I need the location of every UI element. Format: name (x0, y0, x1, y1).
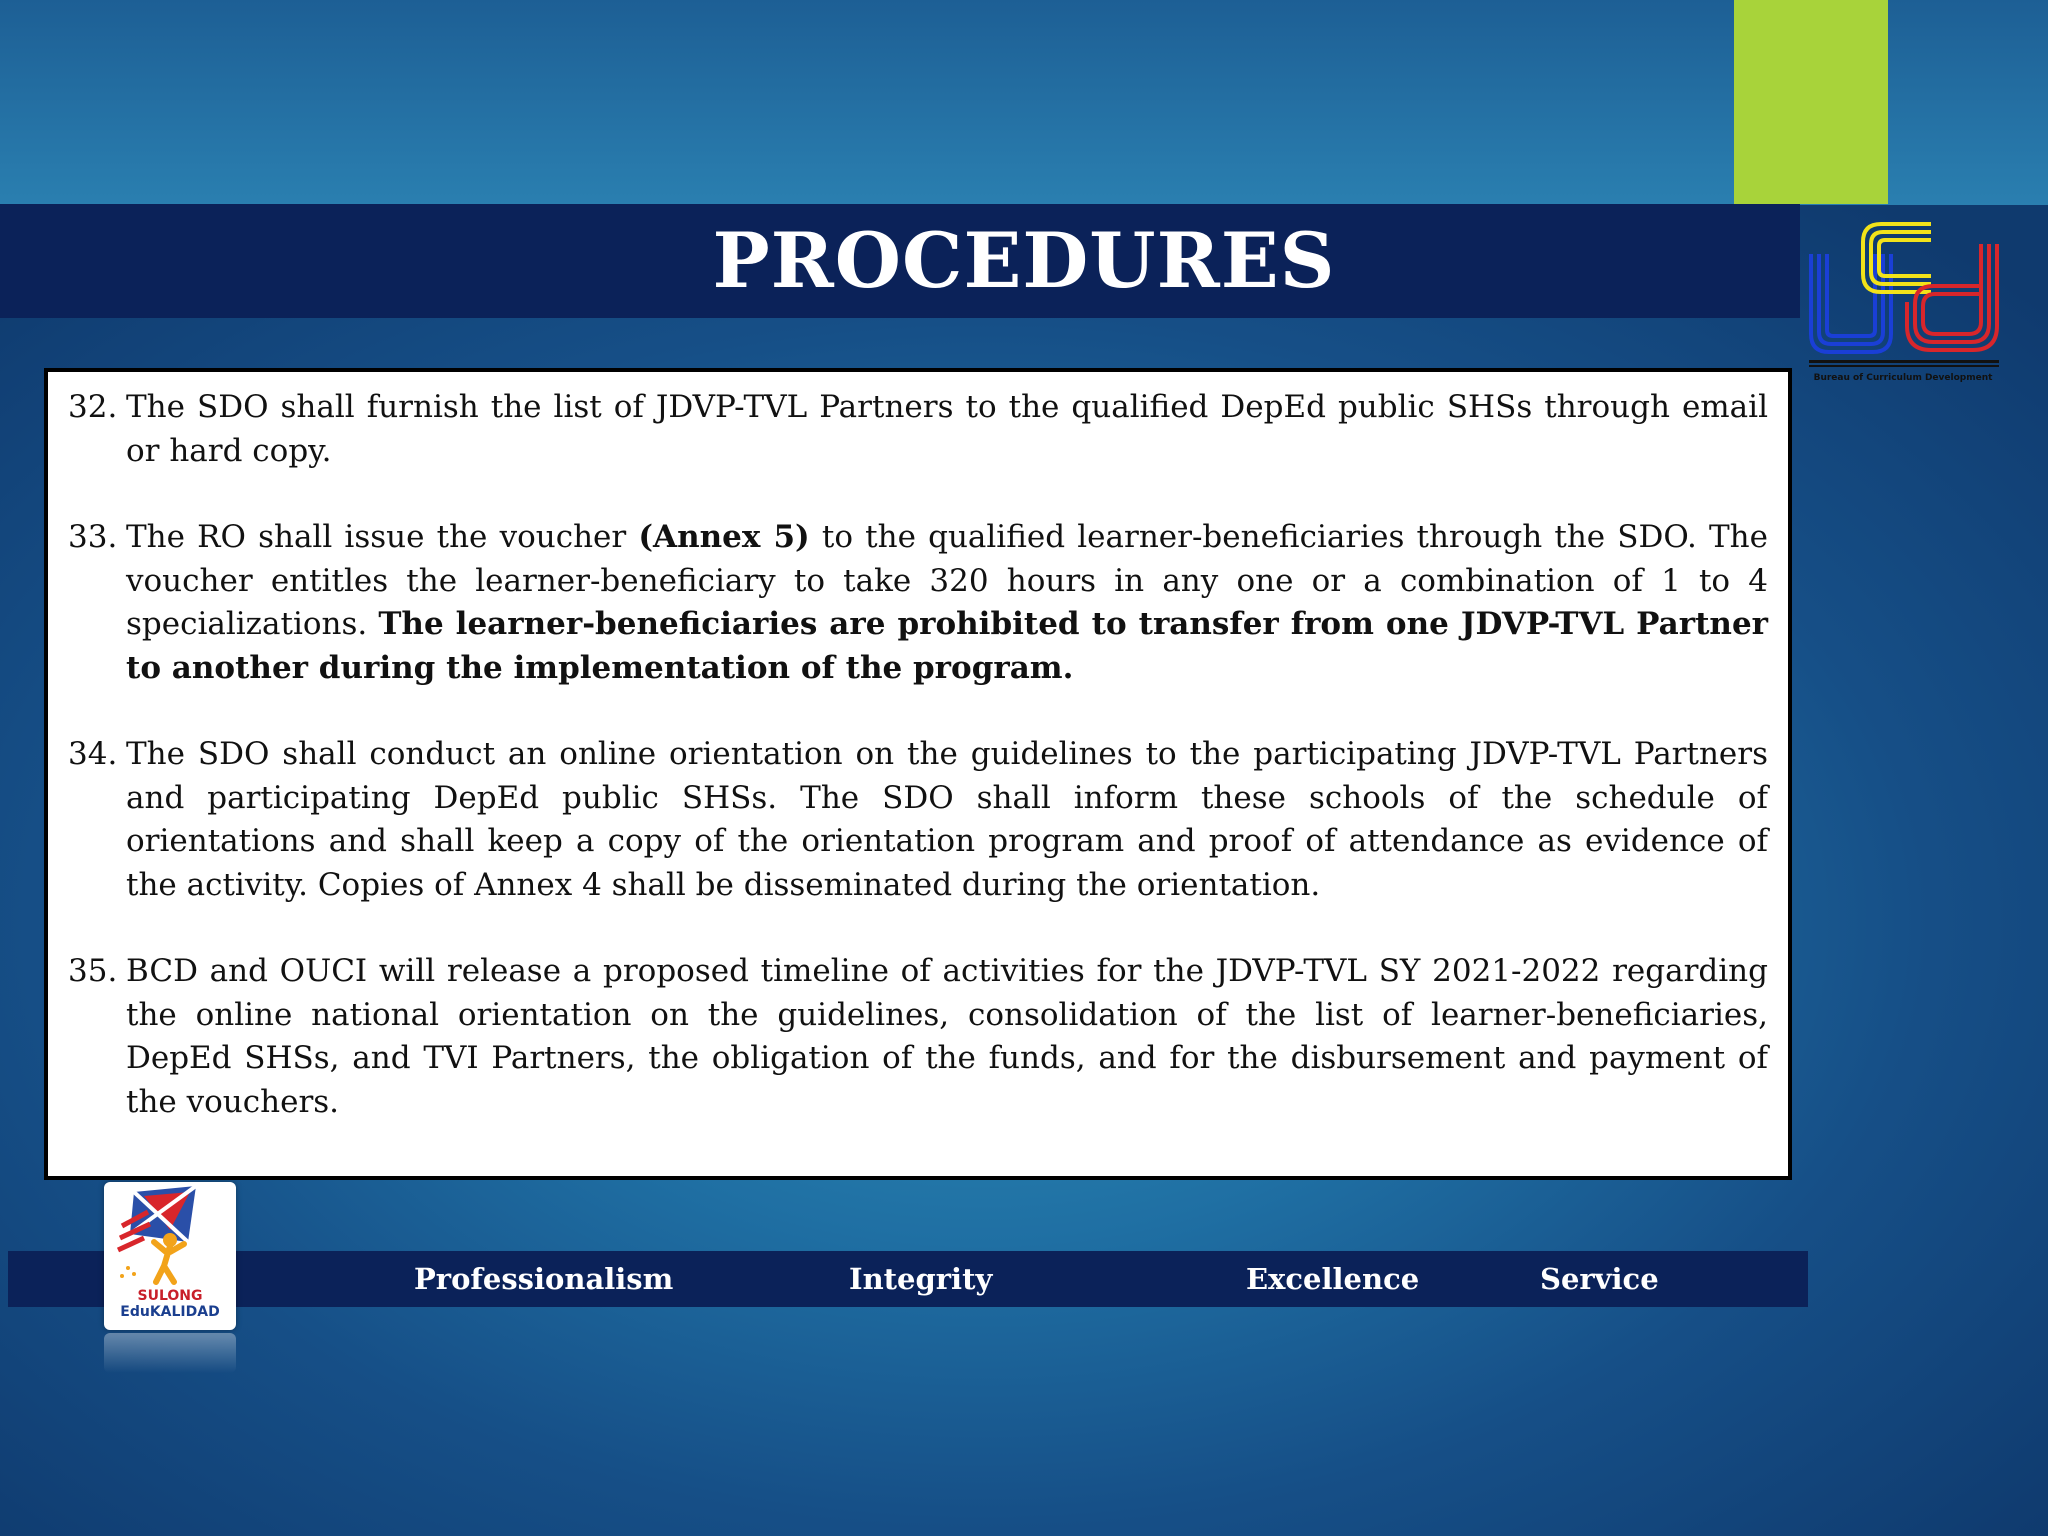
footer-value-integrity: Integrity (849, 1262, 993, 1296)
footer-value-excellence: Excellence (1246, 1262, 1420, 1296)
bcd-logo-icon (1803, 214, 2003, 384)
procedure-item-34 (68, 733, 1768, 907)
procedure-item-32 (68, 386, 1768, 473)
annex-reference: (Annex 5) (638, 519, 810, 555)
sulong-text: SULONG (137, 1288, 203, 1304)
item-text: BCD and OUCI will release a proposed timeline of activities for the JDVP-TVL SY 2021-2022 regarding the online national orientation on the guidelines, consolidation of the list of learner-beneficiaries, DepEd SHSs, and TVI Partners, the obligation of the funds, and for the disbursement and payment of the vouchers. (126, 953, 1768, 1120)
item-text: to the qualified learner-beneficiaries through the SDO. The voucher entitles the learner-beneficiary to take 320 hours in any one or a combination of 1 to 4 specializations. (126, 519, 1768, 642)
item-number: 33. (68, 519, 118, 555)
procedure-item-35 (68, 950, 1768, 1124)
item-text: The SDO shall furnish the list of JDVP-TVL Partners to the qualified DepEd public SHSs through email or hard copy. (126, 389, 1768, 469)
item-text: The RO shall issue the voucher (126, 519, 639, 555)
item-number: 32. (68, 389, 118, 425)
accent-block (1734, 0, 1888, 204)
edukalidad-text: EduKALIDAD (120, 1304, 220, 1320)
item-text: The SDO shall conduct an online orientation on the guidelines to the participating JDVP-TVL Partners and participating DepEd public SHSs. The SDO shall inform these schools of the schedule of orientations and shall keep a copy of the orientation program and proof of attendance as evidence of the activity. Copies of Annex 4 shall be disseminated during the orientation. (126, 736, 1768, 903)
item-number: 35. (68, 953, 118, 989)
footer-value-service: Service (1540, 1262, 1659, 1296)
procedure-item-33 (68, 516, 1768, 690)
sulong-edukalidad-logo-icon (104, 1182, 236, 1330)
slide-title: PROCEDURES (712, 216, 1336, 305)
procedures-content (44, 368, 1792, 1180)
bcd-logo-caption: Bureau of Curriculum Development (1813, 373, 1993, 383)
sulong-figure-icon (104, 1182, 236, 1286)
footer-value-professionalism: Professionalism (414, 1262, 674, 1296)
badge-reflection (104, 1333, 236, 1373)
prohibition-note: The learner-beneficiaries are prohibited to transfer from one JDVP-TVL Partner to another during the implementation of the program. (126, 606, 1768, 686)
item-number: 34. (68, 736, 118, 772)
